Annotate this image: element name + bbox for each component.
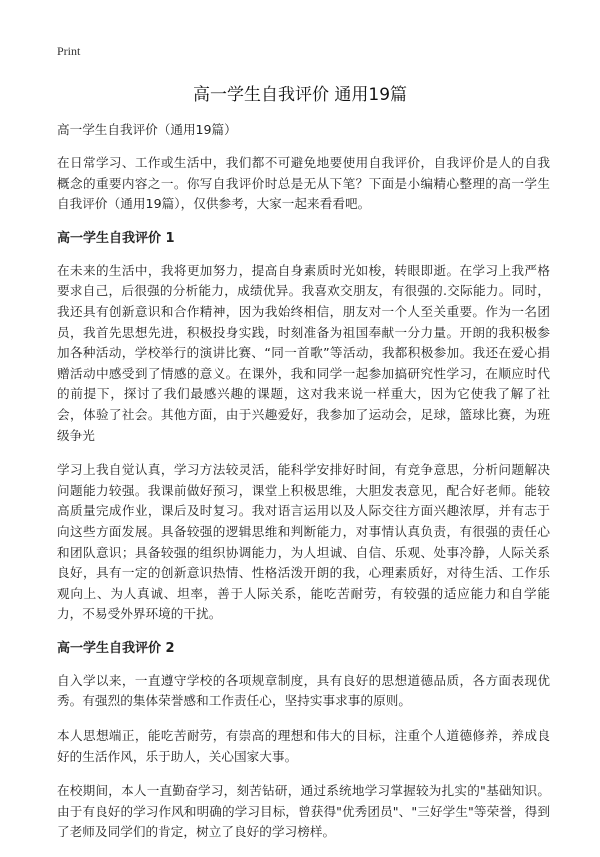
section-2-paragraph-1: 自入学以来，一直遵守学校的各项规章制度，具有良好的思想道德品质，各方面表现优秀。有强烈的集体荣誉感和工作责任心，坚持实事求事的原则。 <box>57 672 550 709</box>
intro-paragraph: 在日常学习、工作或生活中，我们都不可避免地要使用自我评价，自我评价是人的自我概念的重要内容之一。你写自我评价时总是无从下笔？下面是小编精心整理的高一学生自我评价（通用19篇），仅供参考，大家一起来看看吧。 <box>57 155 550 212</box>
section-2-paragraph-2: 本人思想端正，能吃苦耐劳，有崇高的理想和伟大的目标，注重个人道德修养，养成良好的生活作风，乐于助人，关心国家大事。 <box>57 728 550 764</box>
section-1-paragraph-2: 学习上我自觉认真，学习方法较灵活，能科学安排好时间，有竞争意思，分析问题解决问题能力较强。我课前做好预习，课堂上积极思维，大胆发表意见，配合好老师。能较高质量完成作业，课后及时复习。我对语言运用以及人际交往方面兴趣浓厚，并有志于向这些方面发展。具备较强的逻辑思维和判断能力，对事情认真负责，有很强的责任心和团队意识；具备较强的组织协调能力，为人坦诚、自信、乐观、处事冷静，人际关系良好，具有一定的创新意识热情、性格活泼开朗的我，心理素质好，对待生活、工作乐观向上、为人真诚、坦率，善于人际关系，能吃苦耐劳，有较强的适应能力和自学能力，不易受外界环境的干扰。 <box>57 462 550 622</box>
document-content <box>57 120 550 857</box>
section-2-paragraph-3: 在校期间，本人一直勤奋学习，刻苦钻研，通过系统地学习掌握较为扎实的"基础知识。由于有良好的学习作风和明确的学习目标，曾获得"优秀团员"、"三好学生"等荣誉，得到了老师及同学们的肯定，树立了良好的学习榜样。 <box>57 783 550 840</box>
section-1-paragraph-1: 在未来的生活中，我将更加努力，提高自身素质时光如梭，转眼即逝。在学习上我严格要求自己，后很强的分析能力，成绩优异。我喜欢交朋友，有很强的.交际能力。同时，我还具有创新意识和合作精神，因为我始终相信，朋友对一个人至关重要。作为一名团员，我首先思想先进，积极投身实践，时刻准备为祖国奉献一分力量。开朗的我积极参加各种活动，学校举行的演讲比赛、“同一首歌”等活动，我都积极参加。我还在爱心捐赠活动中感受到了情感的意义。在课外，我和同学一起参加搞研究性学习，在顺应时代的前提下，探讨了我们最感兴趣的课题，这对我来说一样重大，因为它使我了解了社会，体验了社会。其他方面，由于兴趣爱好，我参加了运动会，足球，篮球比赛，为班级争光 <box>57 262 550 443</box>
page-title: 高一学生自我评价 通用19篇 <box>192 85 408 105</box>
section-heading-1: 高一学生自我评价 1 <box>57 230 175 246</box>
print-link[interactable]: Print <box>57 44 81 58</box>
section-heading-2: 高一学生自我评价 2 <box>57 640 175 656</box>
document-subtitle: 高一学生自我评价（通用19篇） <box>57 122 237 137</box>
